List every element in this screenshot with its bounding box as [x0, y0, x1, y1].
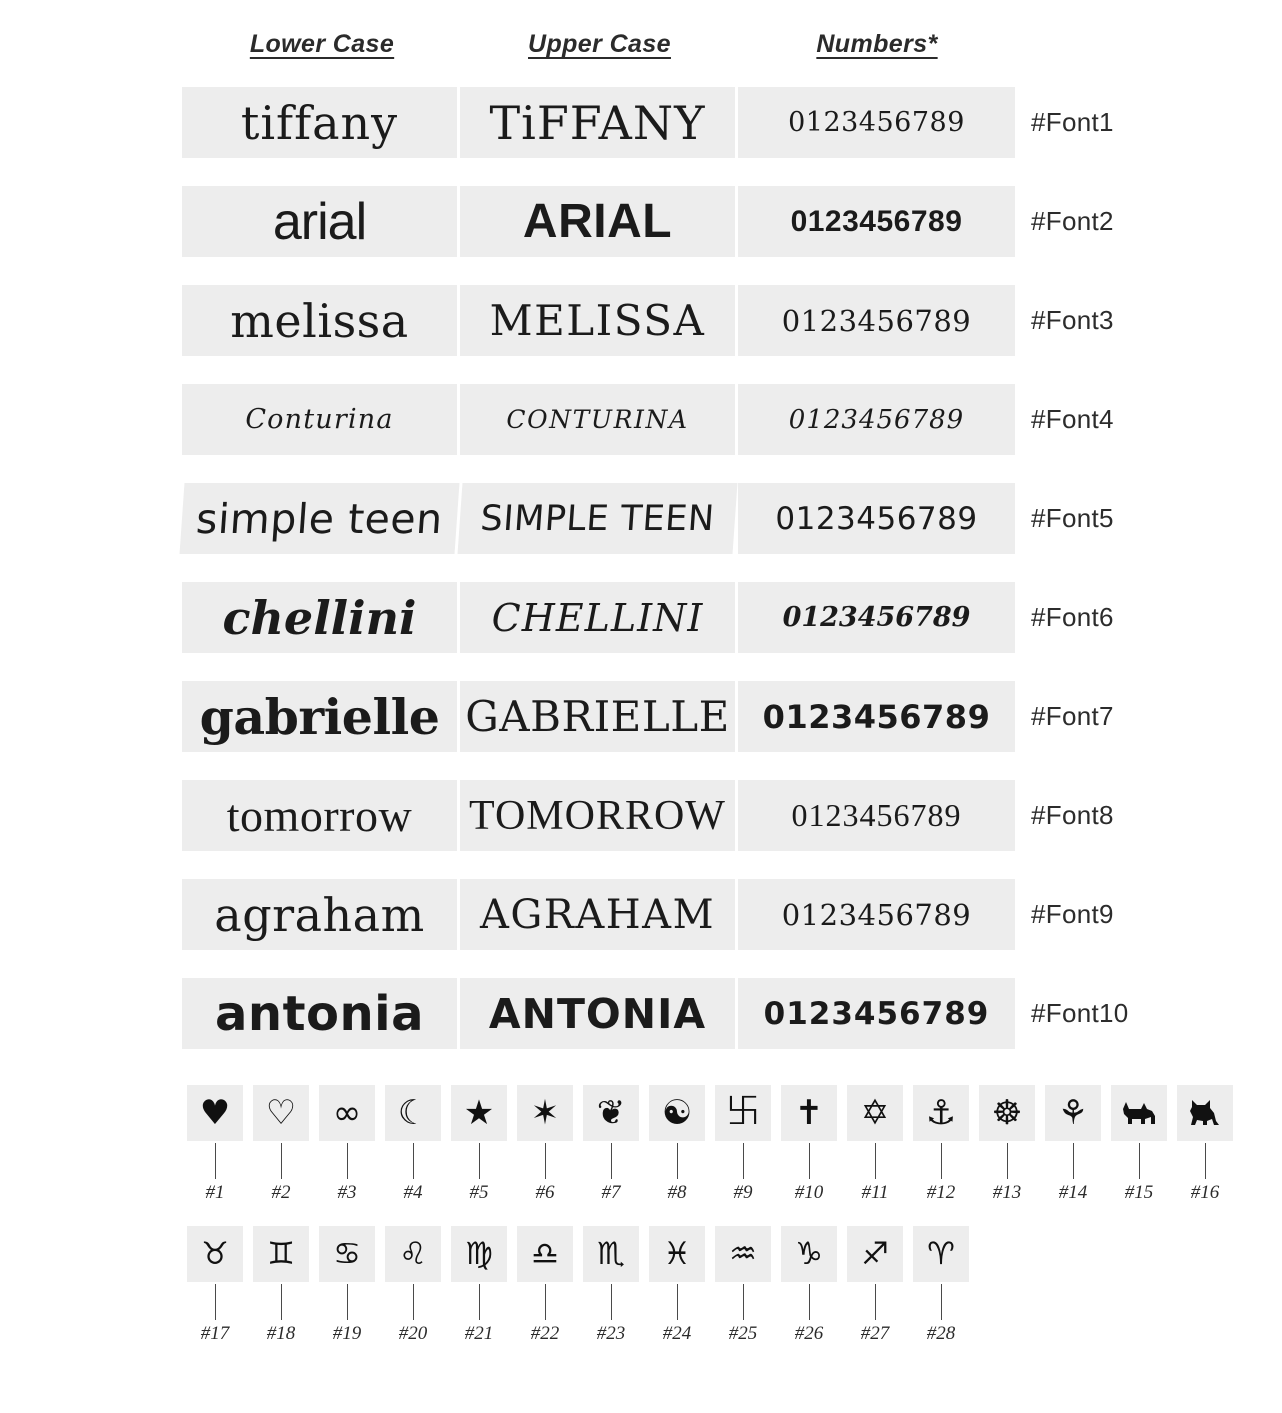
leader-line	[347, 1284, 348, 1320]
table-row	[0, 667, 1282, 766]
symbol-label: #24	[662, 1323, 692, 1344]
symbol-label: #5	[469, 1182, 489, 1203]
leader-line	[281, 1143, 282, 1179]
leader-line	[677, 1143, 678, 1179]
symbol-item	[446, 1085, 512, 1204]
heart-filled-icon: ♥	[187, 1085, 243, 1141]
font-sample-numbers: 0123456789	[738, 483, 1015, 554]
symbol-item	[644, 1226, 710, 1345]
symbol-label: #15	[1124, 1182, 1154, 1203]
font-sample-upper: GABRIELLE	[460, 681, 735, 752]
font-sample-upper: ANTONIA	[460, 978, 735, 1049]
font-sample-numbers: 0123456789	[738, 978, 1015, 1049]
leader-line	[1205, 1143, 1206, 1179]
symbol-label: #27	[860, 1323, 890, 1344]
font-sample-upper: TOMORROW	[460, 780, 735, 851]
leader-line	[677, 1284, 678, 1320]
symbol-item	[842, 1085, 908, 1204]
symbol-label: #4	[403, 1182, 423, 1203]
symbol-label: #28	[926, 1323, 956, 1344]
symbol-item	[776, 1226, 842, 1345]
heading-upper-case: Upper Case	[528, 30, 671, 58]
leader-line	[941, 1284, 942, 1320]
zodiac-leo-icon: ♌	[385, 1226, 441, 1282]
leader-line	[413, 1143, 414, 1179]
cat-icon	[1177, 1085, 1233, 1141]
table-row	[0, 964, 1282, 1063]
cross-icon: ✝	[781, 1085, 837, 1141]
zodiac-aries-icon: ♈	[913, 1226, 969, 1282]
symbol-label: #12	[926, 1182, 956, 1203]
table-row	[0, 469, 1282, 568]
font-sample-upper: TiFFANY	[460, 87, 735, 158]
symbol-item	[974, 1085, 1040, 1204]
symbol-item	[512, 1226, 578, 1345]
leader-line	[479, 1284, 480, 1320]
zodiac-capricorn-icon: ♑	[781, 1226, 837, 1282]
heading-numbers: Numbers*	[816, 30, 938, 58]
font-sample-upper: MELISSA	[460, 285, 735, 356]
table-row	[0, 568, 1282, 667]
symbol-label: #25	[728, 1323, 758, 1344]
leader-line	[347, 1143, 348, 1179]
leader-line	[743, 1284, 744, 1320]
font-sample-upper: AGRAHAM	[460, 879, 735, 950]
zodiac-sagittarius-icon: ♐	[847, 1226, 903, 1282]
symbol-item	[380, 1226, 446, 1345]
symbol-label: #21	[464, 1323, 494, 1344]
symbol-item	[842, 1226, 908, 1345]
zodiac-libra-icon: ♎	[517, 1226, 573, 1282]
font-sample-lower: tomorrow	[182, 780, 457, 851]
symbol-item	[908, 1226, 974, 1345]
zodiac-taurus-icon: ♉	[187, 1226, 243, 1282]
font-sample-lower: arial	[182, 186, 457, 257]
zodiac-virgo-icon: ♍	[451, 1226, 507, 1282]
star-six-icon: ✶	[517, 1085, 573, 1141]
symbol-item	[908, 1085, 974, 1204]
table-row	[0, 271, 1282, 370]
cat-icon-glyph	[1188, 1099, 1222, 1127]
symbol-label: #11	[861, 1182, 889, 1203]
symbol-item	[1172, 1085, 1238, 1204]
anchor-icon: ⚓	[913, 1085, 969, 1141]
symbol-row-one	[182, 1085, 1282, 1204]
font-sample-upper: ARIAL	[460, 186, 735, 257]
font-sample-lower: Conturina	[182, 384, 457, 455]
symbol-label: #26	[794, 1323, 824, 1344]
symbol-item	[314, 1085, 380, 1204]
font-tag: #Font9	[1031, 899, 1114, 929]
font-tag: #Font5	[1031, 503, 1114, 533]
symbol-label: #2	[271, 1182, 291, 1203]
symbol-label: #1	[205, 1182, 225, 1203]
font-sample-lower: agraham	[182, 879, 457, 950]
symbol-item	[248, 1085, 314, 1204]
leader-line	[611, 1143, 612, 1179]
dog-icon	[1111, 1085, 1167, 1141]
yin-yang-icon: ☯	[649, 1085, 705, 1141]
leader-line	[875, 1284, 876, 1320]
font-sample-upper: CONTURINA	[460, 384, 735, 455]
table-row	[0, 370, 1282, 469]
leader-line	[941, 1143, 942, 1179]
symbol-label: #8	[667, 1182, 687, 1203]
ship-wheel-icon: ☸	[979, 1085, 1035, 1141]
symbol-label: #14	[1058, 1182, 1088, 1203]
leader-line	[545, 1143, 546, 1179]
table-row	[0, 865, 1282, 964]
font-sample-numbers: 0123456789	[738, 285, 1015, 356]
leader-line	[875, 1143, 876, 1179]
crescent-moon-icon: ☾	[385, 1085, 441, 1141]
table-row	[0, 172, 1282, 271]
symbol-item	[710, 1085, 776, 1204]
symbol-label: #22	[530, 1323, 560, 1344]
table-row	[0, 73, 1282, 172]
symbol-row-two	[182, 1226, 1282, 1345]
symbol-label: #10	[794, 1182, 824, 1203]
symbol-item	[182, 1085, 248, 1204]
font-sample-lower: gabrielle	[182, 681, 457, 752]
symbol-label: #13	[992, 1182, 1022, 1203]
symbol-item	[1106, 1085, 1172, 1204]
font-sample-numbers: 0123456789	[738, 384, 1015, 455]
symbol-label: #20	[398, 1323, 428, 1344]
symbol-label: #6	[535, 1182, 555, 1203]
leader-line	[809, 1284, 810, 1320]
lotus-flower-icon: ⚘	[1045, 1085, 1101, 1141]
symbol-label: #3	[337, 1182, 357, 1203]
font-tag: #Font8	[1031, 800, 1114, 830]
hamsa-hand-icon: ࿕	[715, 1085, 771, 1141]
heading-lower-case: Lower Case	[249, 30, 395, 58]
font-sample-lower: simple teen	[180, 483, 460, 554]
symbol-item	[644, 1085, 710, 1204]
zodiac-pisces-icon: ♓	[649, 1226, 705, 1282]
font-sample-lower: chellini	[182, 582, 457, 653]
column-headings	[0, 0, 1282, 59]
font-sample-numbers: 0123456789	[738, 879, 1015, 950]
zodiac-aquarius-icon: ♒	[715, 1226, 771, 1282]
symbol-label: #23	[596, 1323, 626, 1344]
leader-line	[479, 1143, 480, 1179]
font-sample-upper: CHELLINI	[460, 582, 735, 653]
symbol-item	[380, 1085, 446, 1204]
font-tag: #Font2	[1031, 206, 1114, 236]
symbol-item	[776, 1085, 842, 1204]
paw-print-icon: ❦	[583, 1085, 639, 1141]
leader-line	[281, 1284, 282, 1320]
font-tag: #Font3	[1031, 305, 1114, 335]
font-sample-numbers: 0123456789	[738, 87, 1015, 158]
symbol-item	[182, 1226, 248, 1345]
leader-line	[1007, 1143, 1008, 1179]
font-sample-lower: antonia	[182, 978, 457, 1049]
heart-outline-icon: ♡	[253, 1085, 309, 1141]
font-tag: #Font1	[1031, 107, 1114, 137]
font-sample-lower: tiffany	[182, 87, 457, 158]
table-row	[0, 766, 1282, 865]
zodiac-gemini-icon: ♊	[253, 1226, 309, 1282]
zodiac-scorpio-icon: ♏	[583, 1226, 639, 1282]
symbol-item	[578, 1226, 644, 1345]
font-tag: #Font4	[1031, 404, 1114, 434]
star-five-icon: ★	[451, 1085, 507, 1141]
leader-line	[743, 1143, 744, 1179]
leader-line	[413, 1284, 414, 1320]
font-sample-list	[0, 73, 1282, 1063]
font-sample-numbers: 0123456789	[738, 582, 1015, 653]
symbol-item	[314, 1226, 380, 1345]
leader-line	[611, 1284, 612, 1320]
symbol-chart	[0, 1085, 1282, 1345]
leader-line	[215, 1143, 216, 1179]
leader-line	[1139, 1143, 1140, 1179]
symbol-label: #16	[1190, 1182, 1220, 1203]
font-tag: #Font10	[1031, 998, 1129, 1028]
symbol-label: #18	[266, 1323, 296, 1344]
symbol-item	[1040, 1085, 1106, 1204]
dog-icon-glyph	[1121, 1100, 1157, 1126]
font-sample-numbers: 0123456789	[738, 780, 1015, 851]
font-sample-numbers: 0123456789	[738, 186, 1015, 257]
symbol-item	[578, 1085, 644, 1204]
zodiac-cancer-icon: ♋	[319, 1226, 375, 1282]
leader-line	[215, 1284, 216, 1320]
symbol-item	[512, 1085, 578, 1204]
symbol-label: #9	[733, 1182, 753, 1203]
symbol-label: #7	[601, 1182, 621, 1203]
symbol-item	[248, 1226, 314, 1345]
leader-line	[1073, 1143, 1074, 1179]
font-sample-numbers: 0123456789	[738, 681, 1015, 752]
leader-line	[809, 1143, 810, 1179]
font-tag: #Font6	[1031, 602, 1114, 632]
symbol-label: #19	[332, 1323, 362, 1344]
font-tag: #Font7	[1031, 701, 1114, 731]
symbol-item	[446, 1226, 512, 1345]
infinity-icon: ∞	[319, 1085, 375, 1141]
leader-line	[545, 1284, 546, 1320]
symbol-item	[710, 1226, 776, 1345]
star-of-david-icon: ✡	[847, 1085, 903, 1141]
symbol-label: #17	[200, 1323, 230, 1344]
font-sample-upper: SIMPLE TEEN	[458, 483, 738, 554]
font-sample-lower: melissa	[182, 285, 457, 356]
